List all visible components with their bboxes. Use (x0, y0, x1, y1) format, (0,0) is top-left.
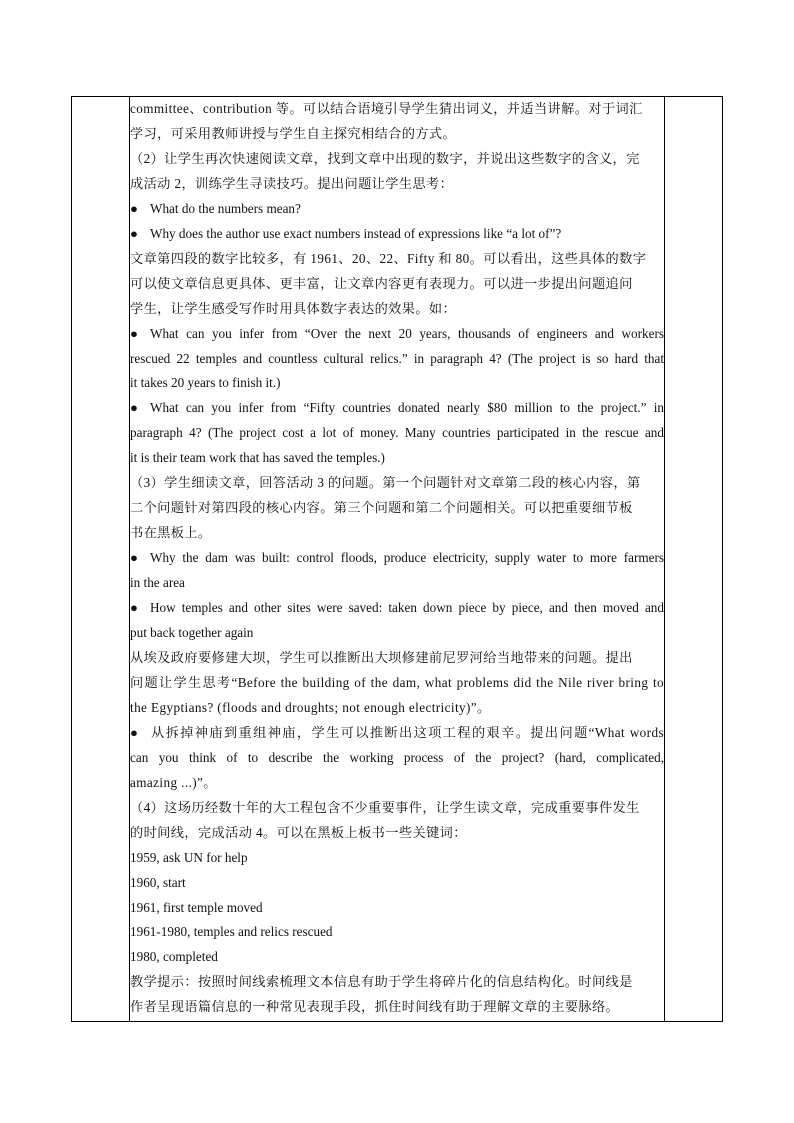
line-text: 1961, first temple moved (130, 899, 263, 915)
text-line (130, 846, 664, 871)
text-line (130, 571, 664, 596)
text-line (130, 920, 664, 945)
bullet-line (130, 596, 664, 621)
line-text: 问题让学生思考“Before the building of the dam, what problems did the Nile river bring to (130, 674, 664, 690)
line-text: 作者呈现语篇信息的一种常见表现手段，抓住时间线有助于理解文章的主要脉络。 (130, 999, 620, 1015)
bullet-icon: ● (130, 325, 138, 341)
text-line (130, 646, 664, 671)
text-line (130, 871, 664, 896)
bullet-line (130, 222, 664, 247)
text-line (130, 446, 664, 471)
line-text: 1980, completed (130, 949, 218, 965)
line-text: （3）学生细读文章，回答活动 3 的问题。第一个问题针对文章第二段的核心内容，第 (130, 475, 641, 491)
bullet-line (130, 721, 664, 746)
text-line (130, 371, 664, 396)
line-text: （4）这场历经数十年的大工程包含不少重要事件，让学生读文章，完成重要事件发生 (130, 799, 640, 815)
text-line (130, 970, 664, 995)
bullet-icon: ● (130, 550, 138, 566)
line-text: 学习，可采用教师讲授与学生自主探究相结合的方式。 (130, 125, 457, 141)
text-line (130, 122, 664, 147)
line-text: rescued 22 temples and countless cultural relics.” in paragraph 4? (The project is so hard that (130, 350, 664, 366)
text-line (130, 746, 664, 771)
line-text: 文章第四段的数字比较多，有 1961、20、22、Fifty 和 80。可以看出，这些具体的数字 (130, 250, 647, 266)
right-empty-cell (665, 97, 723, 1022)
line-text: paragraph 4? (The project cost a lot of money. Many countries participated in the rescue and (130, 425, 664, 441)
text-line (130, 247, 664, 272)
line-text: 1959, ask UN for help (130, 849, 248, 865)
text-line (130, 995, 664, 1020)
line-text: （2）让学生再次快速阅读文章，找到文章中出现的数字，并说出这些数字的含义，完 (130, 150, 640, 166)
table-row (72, 97, 723, 1022)
line-text: committee、contribution 等。可以结合语境引导学生猜出词义，并适当讲解。对于词汇 (130, 101, 643, 116)
text-line (130, 147, 664, 172)
line-text: Why does the author use exact numbers instead of expressions like “a lot of”? (150, 225, 562, 241)
line-text: Why the dam was built: control floods, produce electricity, supply water to more farmers (150, 550, 664, 566)
line-text: it takes 20 years to finish it.) (130, 375, 281, 391)
bullet-icon: ● (130, 225, 138, 241)
left-empty-cell (72, 97, 130, 1022)
text-line (130, 621, 664, 646)
line-text: can you think of to describe the working process of the project? (hard, complicated, (130, 749, 664, 765)
bullet-line (130, 396, 664, 421)
line-text: 从埃及政府要修建大坝，学生可以推断出大坝修建前尼罗河给当地带来的问题。提出 (130, 649, 633, 665)
text-line (130, 771, 664, 796)
text-line (130, 471, 664, 496)
bullet-icon: ● (130, 724, 139, 740)
bullet-icon: ● (130, 600, 138, 616)
text-line (130, 496, 664, 521)
text-line (130, 297, 664, 322)
line-text: it is their team work that has saved the temples.) (130, 450, 385, 466)
text-line (130, 521, 664, 546)
text-line (130, 172, 664, 197)
text-line (130, 945, 664, 970)
line-text: What do the numbers mean? (150, 200, 301, 216)
text-line (130, 347, 664, 372)
line-text: 二个问题针对第四段的核心内容。第三个问题和第二个问题相关。可以把重要细节板 (130, 500, 633, 516)
line-text: put back together again (130, 625, 254, 641)
bullet-line (130, 197, 664, 222)
line-text: 从拆掉神庙到重组神庙，学生可以推断出这项工程的艰辛。提出问题“What words (150, 724, 664, 740)
line-text: What can you infer from “Over the next 20 years, thousands of engineers and workers (150, 325, 664, 341)
text-line (130, 272, 664, 297)
line-text: 成活动 2，训练学生寻读技巧。提出问题让学生思考： (130, 175, 454, 191)
text-line (130, 696, 664, 721)
line-text: amazing ...)”。 (130, 774, 217, 790)
text-line (130, 821, 664, 846)
content-text (130, 97, 664, 1020)
content-cell (130, 97, 665, 1022)
text-line (130, 671, 664, 696)
text-line (130, 421, 664, 446)
line-text: 1961-1980, temples and relics rescued (130, 924, 333, 940)
bullet-icon: ● (130, 400, 138, 416)
line-text: 书在黑板上。 (130, 525, 212, 541)
line-text: in the area (130, 575, 185, 591)
line-text: How temples and other sites were saved: taken down piece by piece, and then moved and (150, 600, 664, 616)
line-text: What can you infer from “Fifty countries donated nearly $80 million to the project.” in (150, 400, 664, 416)
line-text: 教学提示：按照时间线索梳理文本信息有助于学生将碎片化的信息结构化。时间线是 (130, 974, 633, 990)
bullet-icon: ● (130, 200, 138, 216)
bullet-line (130, 546, 664, 571)
text-line (130, 796, 664, 821)
text-line (130, 97, 664, 122)
bullet-line (130, 322, 664, 347)
text-line (130, 896, 664, 921)
line-text: 的时间线，完成活动 4。可以在黑板上板书一些关键词： (130, 824, 467, 840)
lesson-plan-table (71, 96, 723, 1022)
line-text: 1960, start (130, 874, 186, 890)
line-text: the Egyptians? (floods and droughts; not enough electricity)”。 (130, 699, 491, 715)
line-text: 学生，让学生感受写作时用具体数字表达的效果。如： (130, 300, 457, 316)
line-text: 可以使文章信息更具体、更丰富，让文章内容更有表现力。可以进一步提出问题追问 (130, 275, 633, 291)
